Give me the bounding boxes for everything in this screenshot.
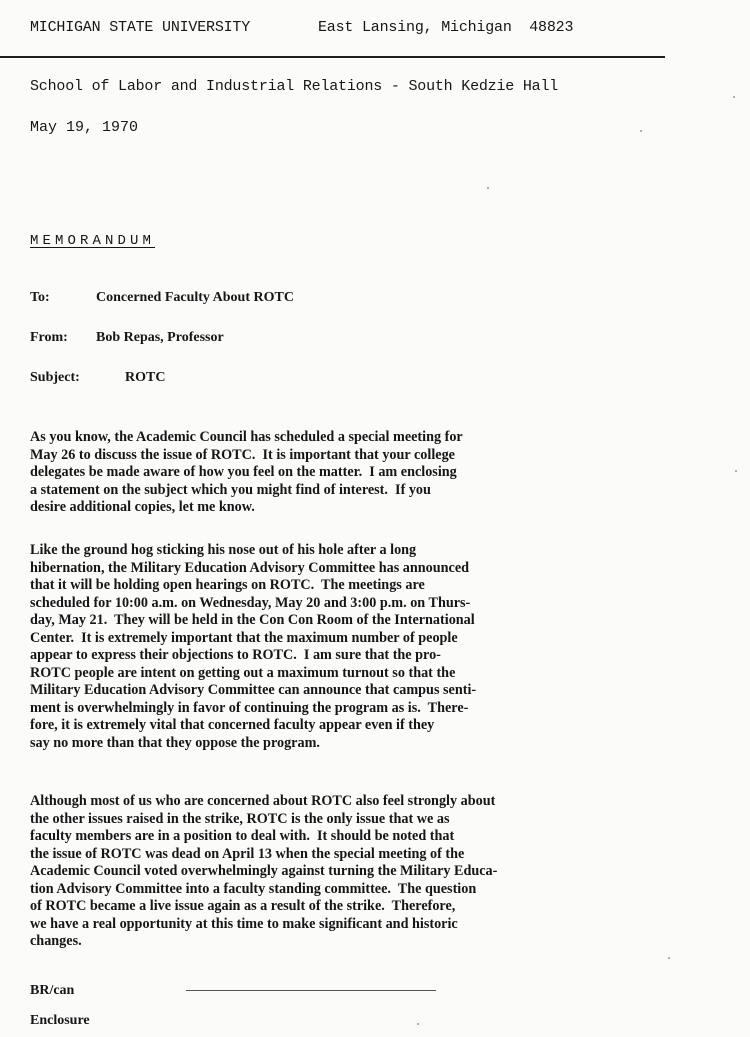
body-line: Although most of us who are concerned about ROTC also feel strongly about: [30, 793, 496, 809]
scan-speck: [668, 957, 670, 959]
from-label: From:: [30, 330, 68, 345]
scan-speck: [487, 187, 489, 189]
body-line: a statement on the subject which you might find of interest. If you: [30, 481, 431, 498]
memo-date: May 19, 1970: [30, 119, 139, 136]
body-line: Like the ground hog sticking his nose out of his hole after a long: [30, 542, 417, 558]
body-line: Military Education Advisory Committee can announce that campus senti-: [30, 682, 477, 698]
body-line: hibernation, the Military Education Advisory Committee has announced: [30, 559, 470, 576]
body-line: the other issues raised in the strike, ROTC is the only issue that we as: [30, 810, 450, 827]
body-line: scheduled for 10:00 a.m. on Wednesday, May 20 and 3:00 p.m. on Thurs-: [30, 594, 471, 611]
body-paragraph-1: [30, 429, 730, 517]
body-line: appear to express their objections to ROTC. I am sure that the pro-: [30, 647, 441, 663]
body-line: day, May 21. They will be held in the Con Con Room of the International: [30, 612, 475, 628]
body-line: of ROTC became a live issue again as a result of the strike. Therefore,: [30, 898, 456, 914]
body-line: tion Advisory Committee into a faculty standing committee. The question: [30, 880, 477, 897]
body-line: say no more than that they oppose the program.: [30, 734, 320, 751]
body-paragraph-3: [30, 793, 730, 951]
body-line: delegates be made aware of how you feel on the matter. I am enclosing: [30, 464, 457, 480]
typist-initials: BR/can: [30, 983, 75, 998]
letterhead-city: East Lansing, Michigan 48823: [318, 19, 574, 36]
letterhead-institution: MICHIGAN STATE UNIVERSITY: [30, 19, 251, 36]
to-value: Concerned Faculty About ROTC: [96, 290, 294, 305]
scan-speck: [417, 1023, 419, 1025]
body-paragraph-2: [30, 542, 730, 752]
letterhead-department: School of Labor and Industrial Relations - South Kedzie Hall: [30, 78, 559, 95]
signature-line: [186, 990, 436, 991]
body-line: desire additional copies, let me know.: [30, 499, 255, 515]
subject-value: ROTC: [125, 370, 166, 385]
body-line: As you know, the Academic Council has scheduled a special meeting for: [30, 429, 463, 445]
body-line: that it will be holding open hearings on ROTC. The meetings are: [30, 577, 425, 593]
body-line: fore, it is extremely vital that concerned faculty appear even if they: [30, 717, 435, 733]
body-line: Center. It is extremely important that the maximum number of people: [30, 629, 458, 646]
scan-speck: [640, 130, 642, 132]
body-line: ment is overwhelmingly in favor of continuing the program as is. There-: [30, 699, 469, 716]
from-value: Bob Repas, Professor: [96, 330, 224, 345]
body-line: Academic Council voted overwhelmingly against turning the Military Educa-: [30, 863, 498, 879]
body-line: ROTC people are intent on getting out a maximum turnout so that the: [30, 664, 456, 681]
letterhead-rule: [0, 56, 665, 58]
enclosure-note: Enclosure: [30, 1013, 90, 1028]
body-line: we have a real opportunity at this time to make significant and historic: [30, 915, 458, 932]
body-line: May 26 to discuss the issue of ROTC. It is important that your college: [30, 446, 455, 463]
scan-speck: [733, 96, 735, 98]
body-line: faculty members are in a position to deal with. It should be noted that: [30, 828, 455, 844]
body-line: changes.: [30, 933, 82, 949]
subject-label: Subject:: [30, 370, 80, 385]
to-label: To:: [30, 290, 50, 305]
memo-title: MEMORANDUM: [30, 233, 156, 249]
scan-speck: [735, 470, 737, 472]
body-line: the issue of ROTC was dead on April 13 when the special meeting of the: [30, 845, 465, 862]
